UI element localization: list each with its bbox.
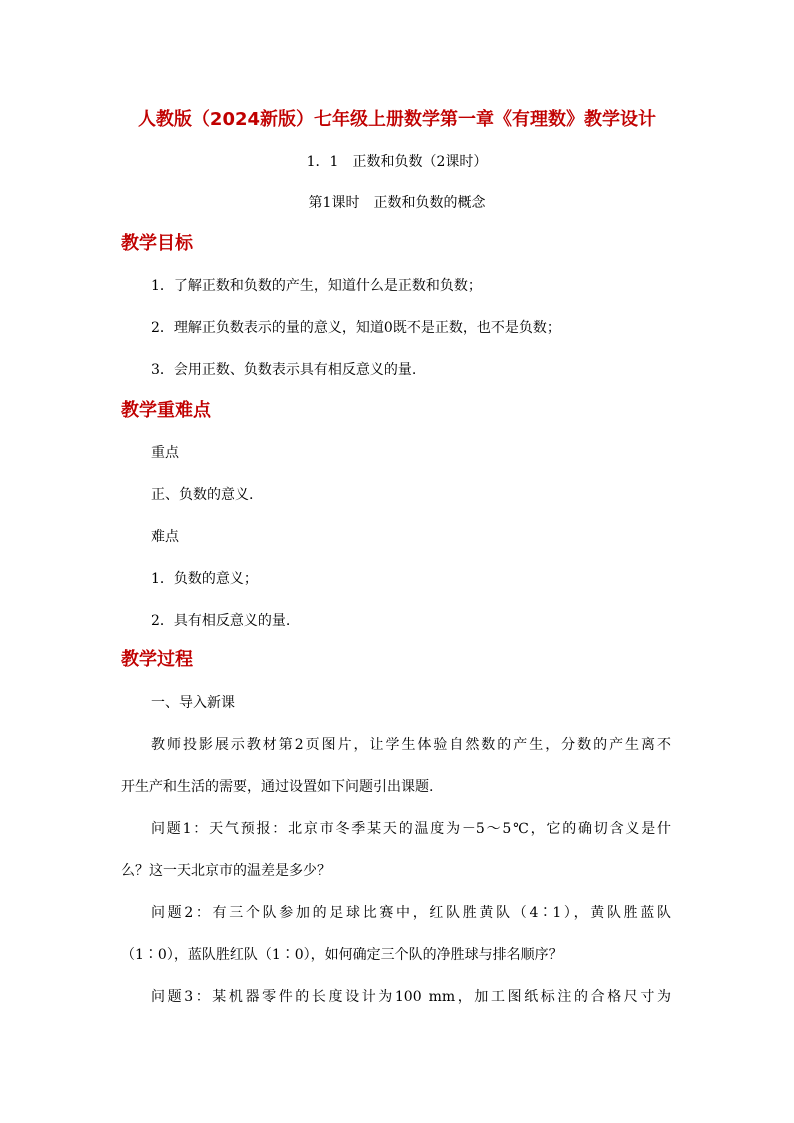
focus-text: 正、负数的意义. bbox=[151, 487, 254, 503]
goal-item: 3．会用正数、负数表示具有相反意义的量. bbox=[151, 362, 417, 378]
document-title: 人教版（2024新版）七年级上册数学第一章《有理数》教学设计 bbox=[137, 109, 657, 130]
question-1-line: 么？这一天北京市的温差是多少？ bbox=[121, 863, 331, 879]
question-3-line: 问题3：某机器零件的长度设计为100 mm，加工图纸标注的合格尺寸为 bbox=[151, 989, 671, 1005]
question-2-line: （1∶0），蓝队胜红队（1∶0），如何确定三个队的净胜球与排名顺序？ bbox=[121, 947, 563, 963]
heading-key-points: 教学重难点 bbox=[121, 400, 211, 421]
step-title: 一、导入新课 bbox=[151, 695, 235, 711]
difficult-item: 1．负数的意义； bbox=[151, 571, 258, 587]
difficult-item: 2．具有相反意义的量. bbox=[151, 613, 291, 629]
focus-label: 重点 bbox=[151, 445, 179, 461]
intro-paragraph-line: 开生产和生活的需要，通过设置如下问题引出课题. bbox=[121, 779, 434, 795]
question-1-line: 问题1：天气预报：北京市冬季某天的温度为－5～5℃，它的确切含义是什 bbox=[151, 821, 671, 837]
difficult-label: 难点 bbox=[151, 529, 179, 545]
heading-goals: 教学目标 bbox=[121, 233, 193, 254]
lesson-subtitle: 第1课时 正数和负数的概念 bbox=[308, 195, 486, 211]
heading-process: 教学过程 bbox=[121, 649, 193, 670]
section-subtitle: 1．1 正数和负数（2课时） bbox=[306, 154, 488, 170]
question-2-line: 问题2：有三个队参加的足球比赛中，红队胜黄队（4∶1），黄队胜蓝队 bbox=[151, 905, 671, 921]
goal-item: 1．了解正数和负数的产生，知道什么是正数和负数； bbox=[151, 278, 482, 294]
intro-paragraph-line: 教师投影展示教材第2页图片，让学生体验自然数的产生，分数的产生离不 bbox=[151, 737, 671, 753]
goal-item: 2．理解正负数表示的量的意义，知道0既不是正数，也不是负数； bbox=[151, 320, 561, 336]
